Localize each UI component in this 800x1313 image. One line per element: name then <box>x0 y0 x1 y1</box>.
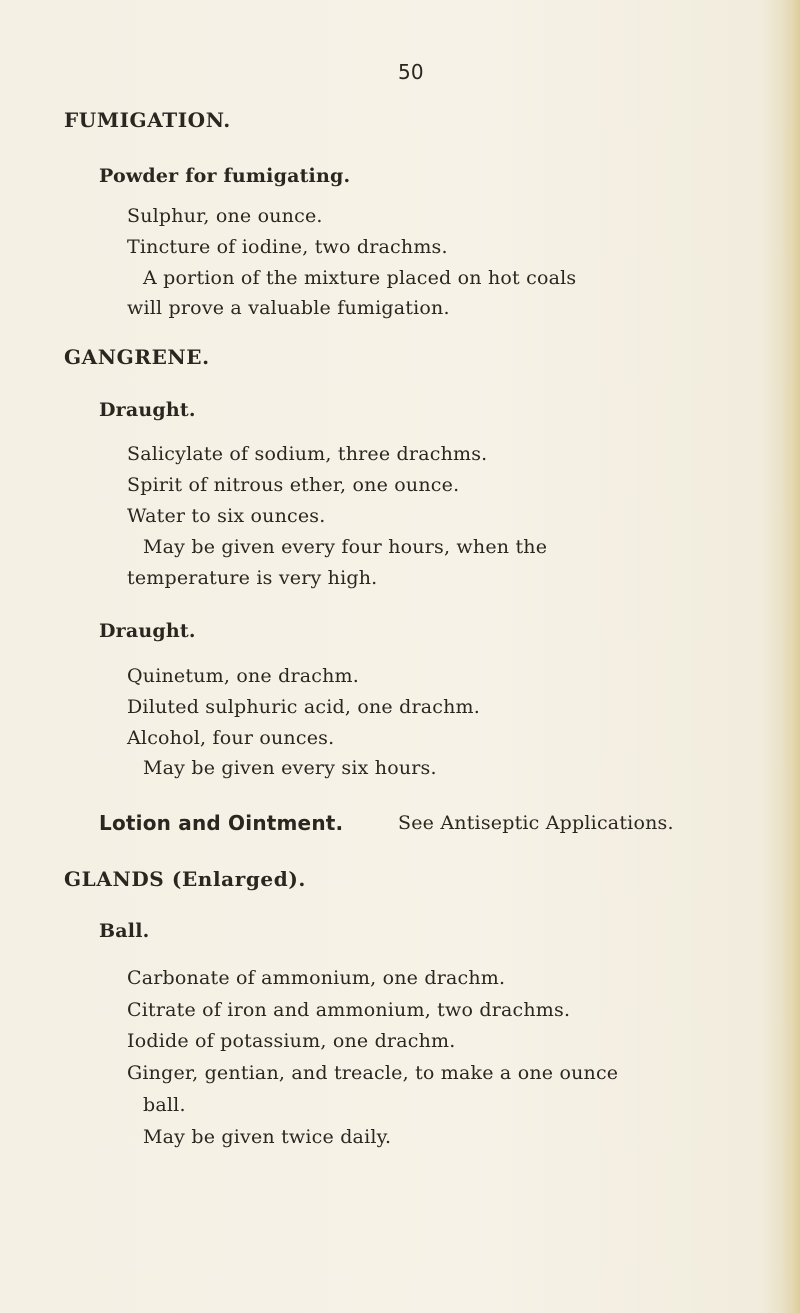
section-heading-gangrene: GANGRENE. <box>64 345 210 369</box>
recipe-line: Tincture of iodine, two drachms. <box>127 236 448 258</box>
recipe-line: May be given every four hours, when the <box>143 536 548 558</box>
subheading-draught: Draught. <box>99 620 196 642</box>
cross-reference: See Antiseptic Applications. <box>398 812 674 834</box>
recipe-line: will prove a valuable fumigation. <box>127 297 450 319</box>
recipe-line: Carbonate of ammonium, one drachm. <box>127 967 506 989</box>
recipe-line: temperature is very high. <box>127 567 378 589</box>
subheading-draught: Draught. <box>99 399 196 421</box>
subheading-ball: Ball. <box>99 920 150 942</box>
recipe-line: A portion of the mixture placed on hot coals <box>143 267 577 289</box>
recipe-line: Sulphur, one ounce. <box>127 205 323 227</box>
page-number: 50 <box>398 60 424 84</box>
lotion-heading: Lotion and Ointment. <box>99 811 344 835</box>
recipe-line: May be given every six hours. <box>143 757 437 779</box>
recipe-line: Quinetum, one drachm. <box>127 665 360 687</box>
recipe-line: May be given twice daily. <box>143 1126 392 1148</box>
section-heading-fumigation: FUMIGATION. <box>64 108 231 132</box>
recipe-line: Spirit of nitrous ether, one ounce. <box>127 474 460 496</box>
section-heading-glands: GLANDS (Enlarged). <box>64 867 306 891</box>
recipe-line: Water to six ounces. <box>127 505 326 527</box>
page-edge <box>782 0 800 1313</box>
recipe-line: Diluted sulphuric acid, one drachm. <box>127 696 480 718</box>
subheading-powder: Powder for fumigating. <box>99 165 351 187</box>
recipe-line: Citrate of iron and ammonium, two drachms. <box>127 999 571 1021</box>
recipe-line: Iodide of potassium, one drachm. <box>127 1030 456 1052</box>
recipe-line: Ginger, gentian, and treacle, to make a one ounce <box>127 1062 619 1084</box>
recipe-line: ball. <box>143 1094 186 1116</box>
recipe-line: Salicylate of sodium, three drachms. <box>127 443 488 465</box>
recipe-line: Alcohol, four ounces. <box>127 727 335 749</box>
